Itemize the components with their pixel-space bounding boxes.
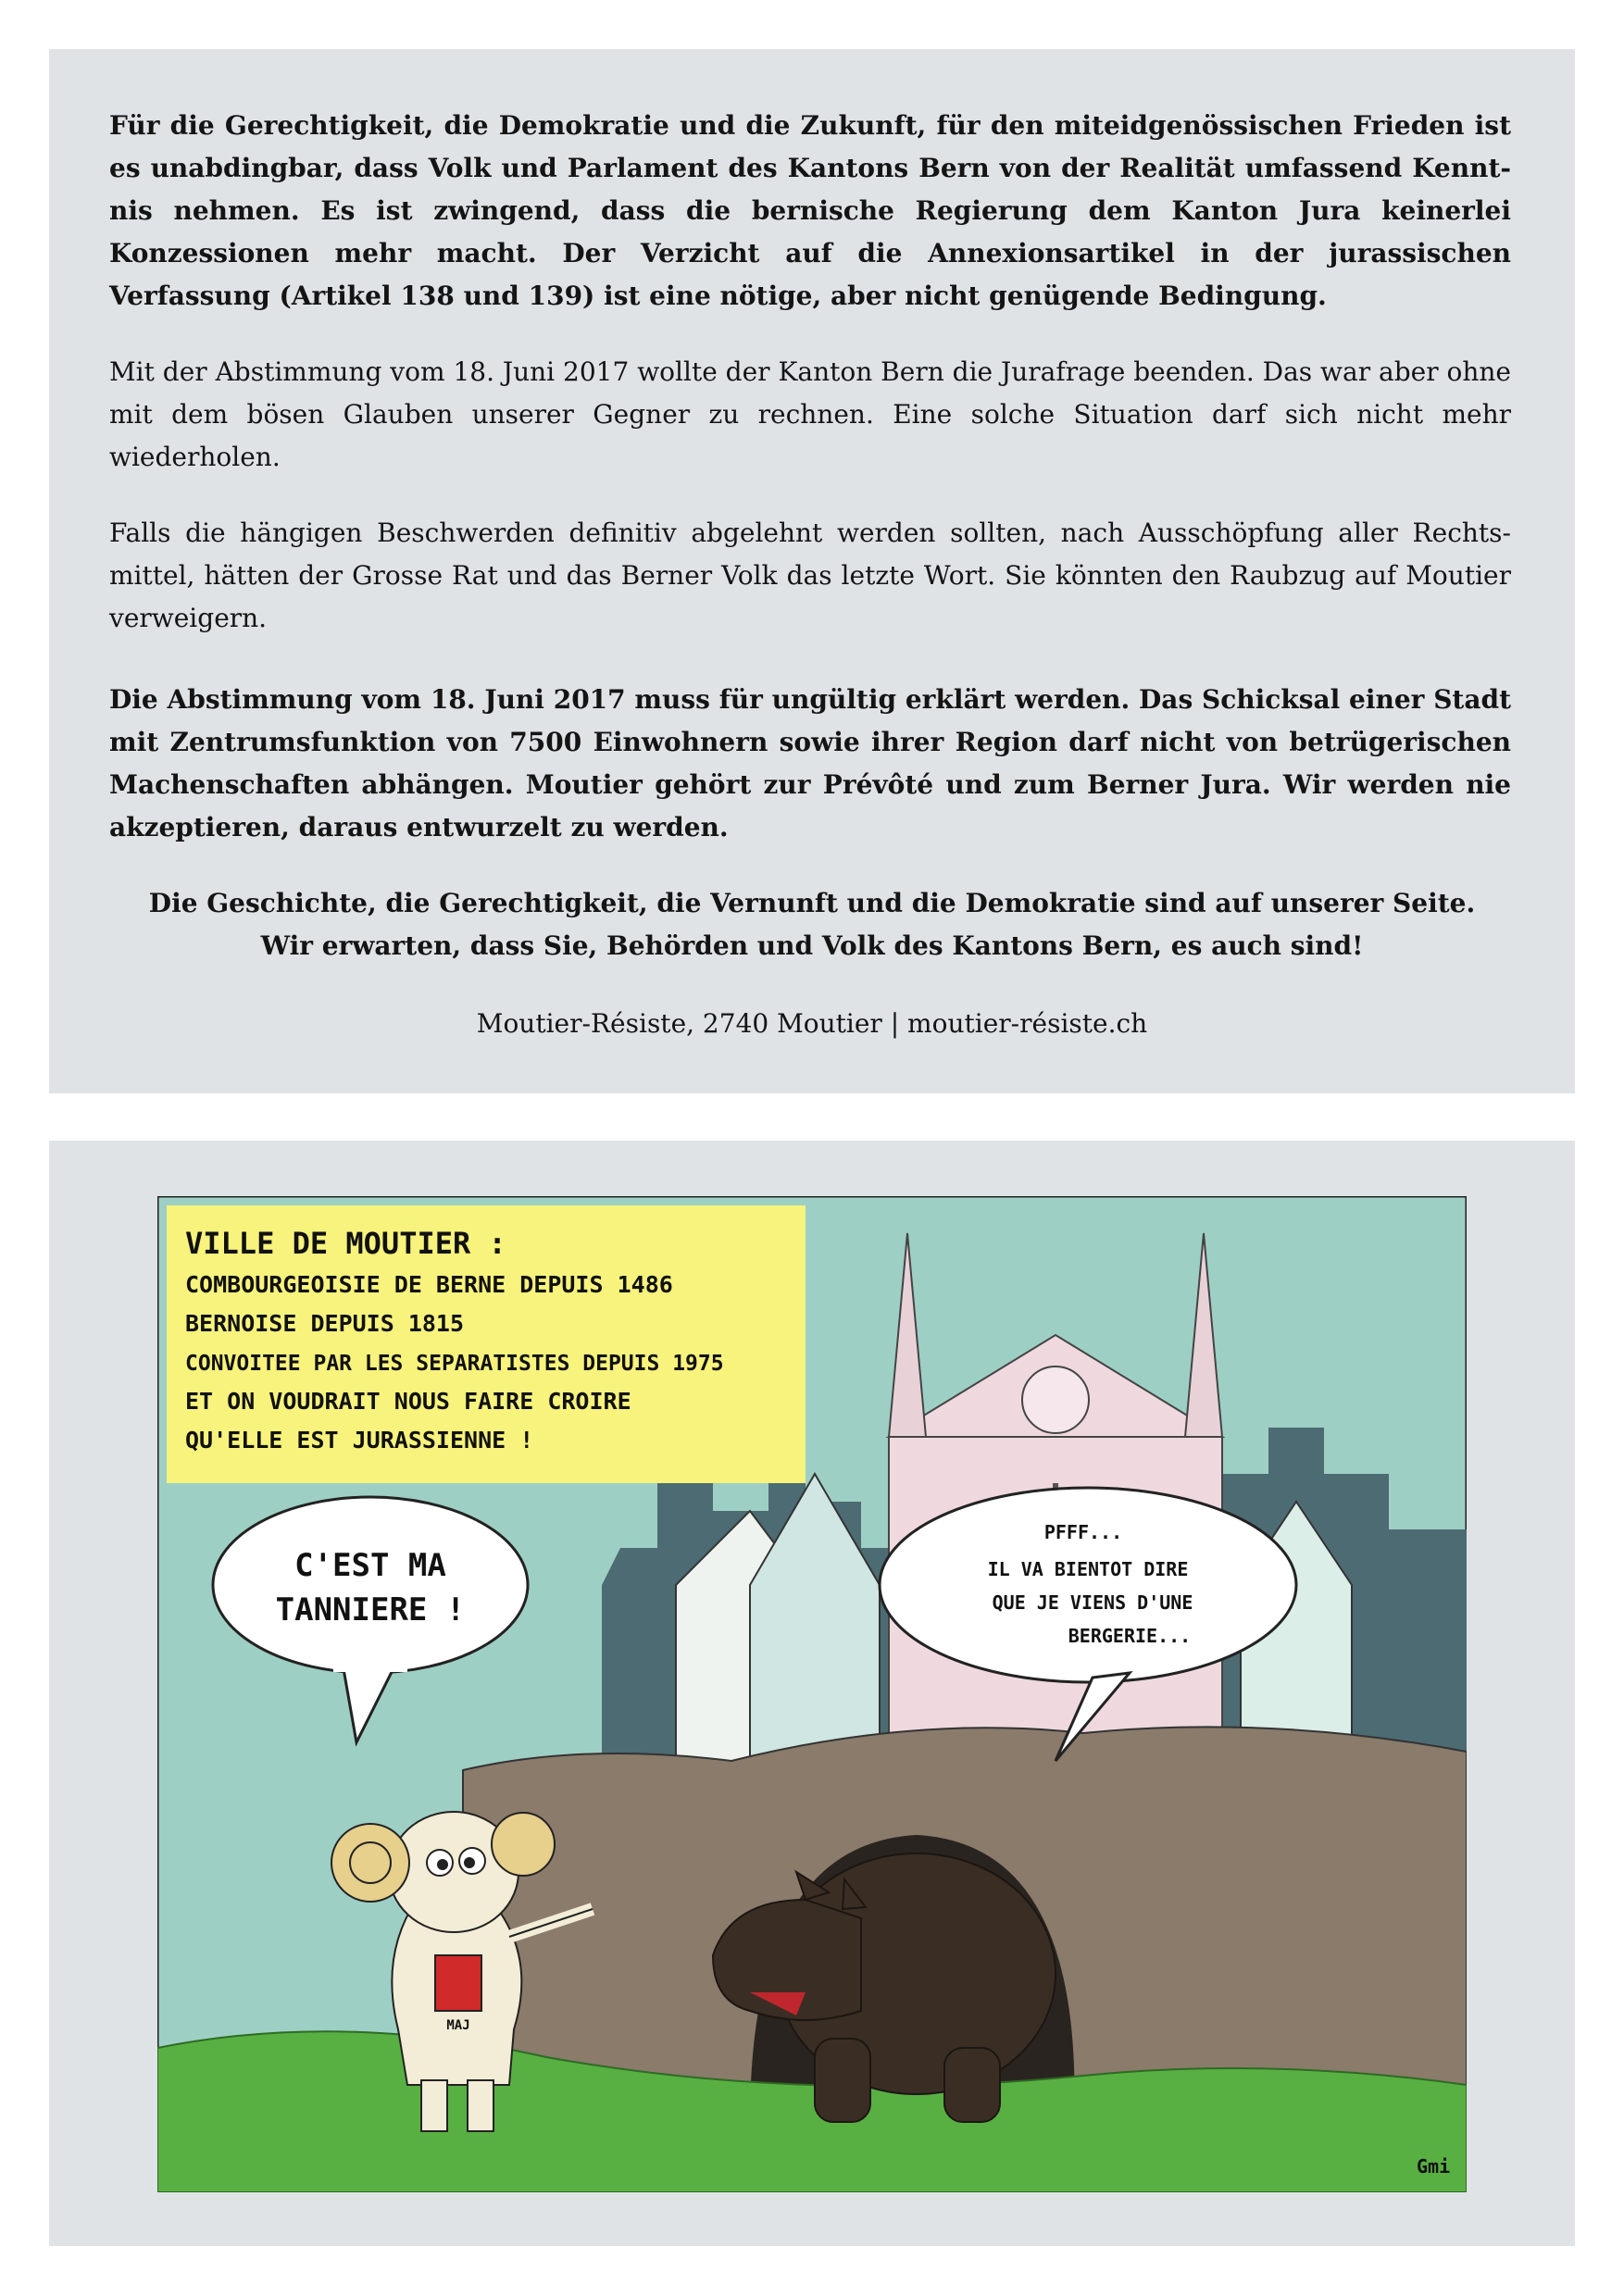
bear-bubble-line-3: QUE JE VIENS D'UNE xyxy=(992,1591,1193,1614)
bear-bubble-line-1: PFFF... xyxy=(1043,1521,1123,1543)
bear-bubble-line-2: IL VA BIENTOT DIRE xyxy=(987,1558,1189,1580)
paragraph-2: Mit der Abstimmung vom 18. Juni 2017 wollte der Kanton Bern die Jurafrage beenden. Das war aber ohne mit dem bösen Glauben unserer Gegner zu rechnen. Eine solche Situation darf sich nicht mehr wiederholen. xyxy=(109,356,1511,472)
cartoon-panel xyxy=(49,1141,1575,2246)
caption-line-3: BERNOISE DEPUIS 1815 xyxy=(185,1310,465,1337)
shirt-label: MAJ xyxy=(446,2018,470,2033)
closing-line-1: Die Geschichte, die Gerechtigkeit, die Vernunft und die Demokratie sind auf unserer Seite. xyxy=(148,888,1476,918)
caption-line-4: CONVOITEE PAR LES SEPARATISTES DEPUIS 1975 xyxy=(185,1352,724,1376)
sheep-bubble-line-1: C'EST MA xyxy=(294,1547,446,1584)
closing-statement xyxy=(77,882,1547,967)
paragraph-3: Falls die hängigen Beschwerden definitiv abgelehnt werden sollten, nach Ausschöpfung aller Rechtsmittel, hätten der Grosse Rat und das Berner Volk das letzte Wort. Sie könnten den Raubzug auf Moutier verweigern. xyxy=(109,518,1511,633)
caption-line-2: COMBOURGEOISIE DE BERNE DEPUIS 1486 xyxy=(185,1271,673,1298)
closing-line-2: Wir erwarten, dass Sie, Behörden und Volk des Kantons Bern, es auch sind! xyxy=(260,930,1364,961)
caption-line-6: QU'ELLE EST JURASSIENNE ! xyxy=(185,1427,534,1454)
cartoon-illustration xyxy=(157,1196,1467,2192)
caption-line-5: ET ON VOUDRAIT NOUS FAIRE CROIRE xyxy=(185,1388,631,1415)
letter-panel xyxy=(49,49,1575,1093)
paragraph-1: Für die Gerechtigkeit, die Demokratie und die Zukunft, für den miteidgenössischen Frieden ist es unabdingbar, dass Volk und Parlament des Kantons Bern von der Realität umfassend Kenntnis nehmen. Es ist zwingend, dass die bernische Regierung dem Kanton Jura keinerlei Konzessionen mehr macht. Der Verzicht auf die Annexionsartikel in der jurassischen Verfassung (Artikel 138 und 139) ist eine nötige, aber nicht genügende Bedingung. xyxy=(109,110,1511,311)
bear-bubble-line-4: BERGERIE... xyxy=(1068,1625,1192,1647)
paragraph-4: Die Abstimmung vom 18. Juni 2017 muss für ungültig erklärt werden. Das Schicksal einer Stadt mit Zentrumsfunktion von 7500 Einwohnern sowie ihrer Region darf nicht von betrügerischen Machenschaften abhängen. Moutier gehört zur Prévôté und zum Berner Jura. Wir werden nie akzeptieren, daraus entwurzelt zu werden. xyxy=(109,684,1511,842)
artist-signature: Gmi xyxy=(1417,2155,1451,2177)
signature: Moutier-Résiste, 2740 Moutier | moutier-résiste.ch xyxy=(476,1008,1148,1039)
caption-line-1: VILLE DE MOUTIER : xyxy=(185,1226,506,1261)
sheep-bubble-line-2: TANNIERE ! xyxy=(275,1591,466,1628)
